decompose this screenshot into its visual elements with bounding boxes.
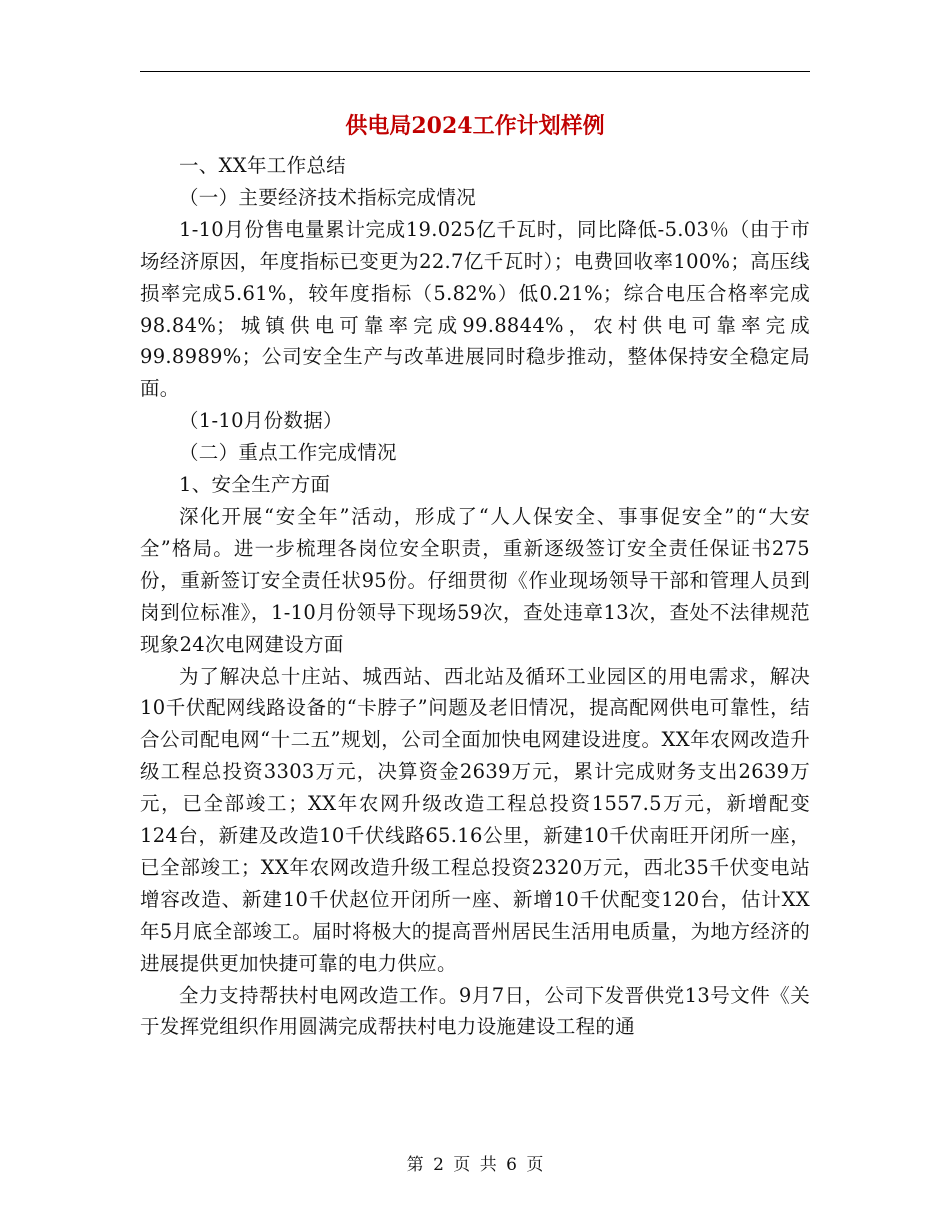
paragraph-indicators: 1-10月份售电量累计完成19.025亿千瓦时，同比降低-5.03％（由于市场经济原因，年度指标已变更为22.7亿千瓦时）；电费回收率100%；高压线损率完成5.61%，较年度指标（5.82%）低0.21%；综合电压合格率完成98.84%；城镇供电可靠率完成99.8844%，农村供电可靠率完成99.8989%；公司安全生产与改革进展同时稳步推动，整体保持安全稳定局面。 <box>140 217 810 401</box>
document-body <box>140 150 810 1043</box>
subsection-heading-indicators: （一）主要经济技术指标完成情况 <box>179 185 477 209</box>
page-footer: 第 2 页 共 6 页 <box>406 1155 544 1175</box>
paragraph-safety: 深化开展“安全年”活动，形成了“人人保安全、事事促安全”的“大安全”格局。进一步梳理各岗位安全职责，重新逐级签订安全责任保证书275份，重新签订安全责任状95份。仔细贯彻《作业现场领导干部和管理人员到岗到位标准》，1-10月份领导下现场59次，查处违章13次，查处不法律规范现象24次电网建设方面 <box>140 504 810 656</box>
paragraph-village-support: 全力支持帮扶村电网改造工作。9月7日，公司下发晋供党13号文件《关于发挥党组织作用圆满完成帮扶村电力设施建设工程的通 <box>140 983 810 1039</box>
paragraph-grid-construction: 为了解决总十庄站、城西站、西北站及循环工业园区的用电需求，解决10千伏配网线路设备的“卡脖子”问题及老旧情况，提高配网供电可靠性，结合公司配电网“十二五”规划，公司全面加快电网建设进度。XX年农网改造升级工程总投资3303万元，决算资金2639万元，累计完成财务支出2639万元，已全部竣工；XX年农网升级改造工程总投资1557.5万元，新增配变124台，新建及改造10千伏线路65.16公里，新建10千伏南旺开闭所一座，已全部竣工；XX年农网改造升级工程总投资2320万元，西北35千伏变电站增容改造、新建10千伏赵位开闭所一座、新增10千伏配变120台，估计XX年5月底全部竣工。届时将极大的提高晋州居民生活用电质量，为地方经济的进展提供更加快捷可靠的电力供应。 <box>140 664 810 975</box>
document-title: 供电局2024工作计划样例 <box>345 113 605 139</box>
item-heading-safety: 1、安全生产方面 <box>179 473 331 497</box>
section-heading-summary: 一、XX年工作总结 <box>179 154 346 177</box>
header-rule <box>140 71 810 72</box>
subsection-heading-key-work: （二）重点工作完成情况 <box>179 441 397 465</box>
paragraph-data-note: （1-10月份数据） <box>179 409 343 433</box>
